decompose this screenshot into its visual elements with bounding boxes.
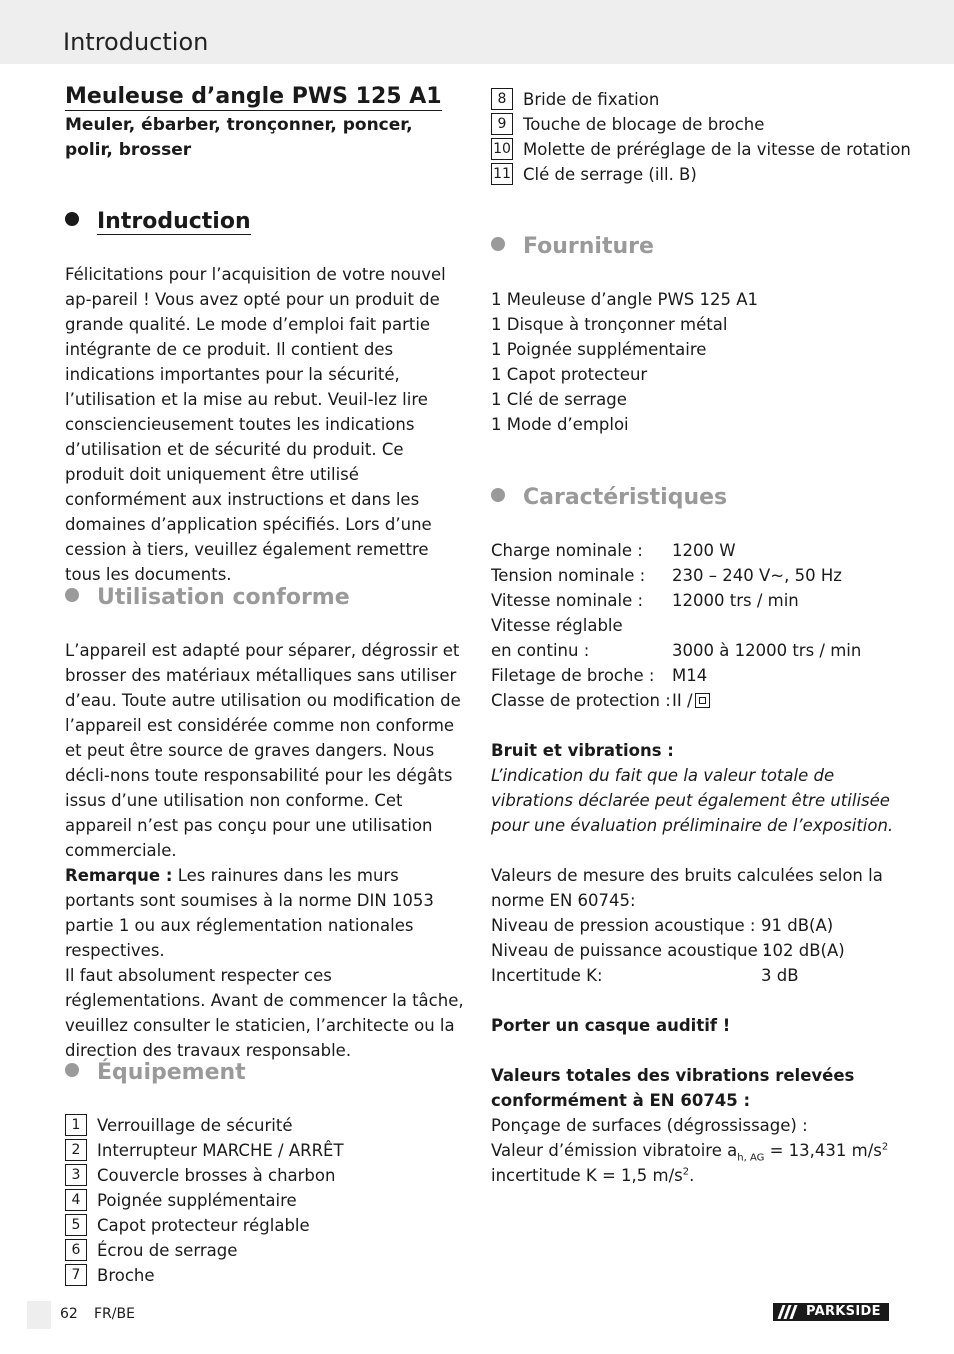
supply-item: 1 Meuleuse d’angle PWS 125 A1 [491,290,759,309]
bullet-icon [65,588,79,602]
noise-intro: Valeurs de mesure des bruits calculées selon la norme EN 60745: [491,866,883,910]
spec-row: en continu : 3000 à 12000 trs / min [491,641,862,660]
section-heading-supply: Fourniture [491,234,654,259]
equipment-item: 11 Clé de serrage (ill. B) [491,162,911,187]
introduction-text: Félicitations pour l’acquisition de votre nouvel ap-pareil ! Vous avez opté pour un produit de grande qualité. Le mode d’emploi fait partie intégrante de ce produit. Il contient des indications importantes pour la sécurité, l’utilisation et la mise au rebut. Veuil-lez lire consciencieusement toutes les indications d’utilisation et de sécurité du produit. Ce produit doit uniquement être utilisé conformément aux instructions et dans les domaines d’application spécifiés. Lors d’une cession à tiers, veuillez également remettre tous les documents. [65,265,446,584]
item-number-box: 8 [491,88,513,110]
item-number-box: 11 [491,163,513,185]
item-number-box: 3 [65,1164,87,1186]
vibration-line: Ponçage de surfaces (dégrossissage) : [491,1116,808,1135]
equipment-item: 7 Broche [65,1263,465,1288]
item-number-box: 7 [65,1264,87,1286]
noise-row: Niveau de pression acoustique : 91 dB(A) [491,916,834,935]
vibration-section [491,1013,911,1188]
supply-item: 1 Mode d’emploi [491,415,629,434]
vibration-heading: Valeurs totales des vibrations relevées conformément à EN 60745 : [491,1066,855,1110]
equipment-item: 6 Écrou de serrage [65,1238,465,1263]
usage-text: L’appareil est adapté pour séparer, dégrossir et brosser des matériaux métalliques sans utiliser d’eau. Toute autre utilisation ou modification de l’appareil est considérée comme non conforme et peut être source de graves dangers. Nous décli-nons toute responsabilité pour les dégâts issus d’une utilisation non conforme. Cet appareil n’est pas conçu pour une utilisation commerciale. [65,641,461,860]
item-number-box: 2 [65,1139,87,1161]
usage-note: Remarque : Les rainures dans les murs portants sont soumises à la norme DIN 1053 partie 1 ou aux réglementation nationales respectives. Il faut absolument respecter ces réglementations. Avant de commencer la tâche, veuillez consulter le staticien, l’architecte ou la direction des travaux responsable. [65,866,464,1060]
supply-item: 1 Clé de serrage [491,390,627,409]
item-number-box: 1 [65,1114,87,1136]
vibration-emission-value: Valeur d’émission vibratoire $a_{h, AG} = 13,431$ $m/s^2$ [491,1141,889,1164]
item-number-box: 9 [491,113,513,135]
page-number: 62 [60,1306,78,1322]
noise-italic-note: L’indication du fait que la valeur totale de vibrations déclarée peut également être utilisée pour une évaluation préliminaire de l’exposition. [491,766,894,835]
specs-table [491,538,911,713]
noise-row: Incertitude K: 3 dB [491,966,799,985]
supply-list [491,287,911,437]
language-code: FR/BE [94,1306,135,1322]
spec-row: Charge nominale : 1200 W [491,541,736,560]
section-heading-usage: Utilisation conforme [65,585,350,610]
supply-item: 1 Capot protecteur [491,365,648,384]
equipment-item: 10 Molette de préréglage de la vitesse de rotation [491,137,911,162]
item-number-box: 5 [65,1214,87,1236]
bullet-icon [65,212,79,226]
footer-page-box [27,1301,51,1329]
spec-row: Vitesse réglable [491,616,623,635]
section-heading-equipment: Équipement [65,1060,246,1085]
parkside-logo: PARKSIDE [773,1303,889,1321]
item-number-box: 4 [65,1189,87,1211]
equipment-item: 4 Poignée supplémentaire [65,1188,465,1213]
equipment-item: 3 Couvercle brosses à charbon [65,1163,465,1188]
noise-row: Niveau de puissance acoustique : 102 dB(A) [491,941,845,960]
protection-class-ii-icon [695,693,710,708]
product-subtitle: Meuler, ébarber, tronçonner, poncer, polir, brosser [65,115,413,160]
logo-stripes-icon [776,1303,802,1321]
equipment-item: 5 Capot protecteur réglable [65,1213,465,1238]
equipment-item: 1 Verrouillage de sécurité [65,1113,465,1138]
equipment-item: 2 Interrupteur MARCHE / ARRÊT [65,1138,465,1163]
spec-row: Vitesse nominale : 12000 trs / min [491,591,799,610]
equipment-list-left [65,1113,465,1288]
bullet-icon [65,1063,79,1077]
item-number-box: 6 [65,1239,87,1261]
equipment-item: 9 Touche de blocage de broche [491,112,911,137]
section-heading-introduction: Introduction [65,209,251,234]
section-heading-specs: Caractéristiques [491,485,727,510]
supply-item: 1 Disque à tronçonner métal [491,315,728,334]
noise-section [491,738,911,913]
item-number-box: 10 [491,138,513,160]
hearing-protection-warning: Porter un casque auditif ! [491,1016,731,1035]
bullet-icon [491,237,505,251]
equipment-list-right [491,87,911,187]
vibration-uncertainty: incertitude K = 1,5 $m/s^2$. [491,1166,695,1185]
noise-values [491,913,911,988]
spec-row: Classe de protection : II / [491,688,911,713]
supply-item: 1 Poignée supplémentaire [491,340,707,359]
noise-heading: Bruit et vibrations : [491,741,674,760]
bullet-icon [491,488,505,502]
equipment-item: 8 Bride de fixation [491,87,911,112]
page-header-title: Introduction [63,28,209,56]
spec-row: Tension nominale : 230 – 240 V~, 50 Hz [491,566,842,585]
product-title: Meuleuse d’angle PWS 125 A1 [65,84,442,109]
spec-row: Filetage de broche : M14 [491,666,708,685]
